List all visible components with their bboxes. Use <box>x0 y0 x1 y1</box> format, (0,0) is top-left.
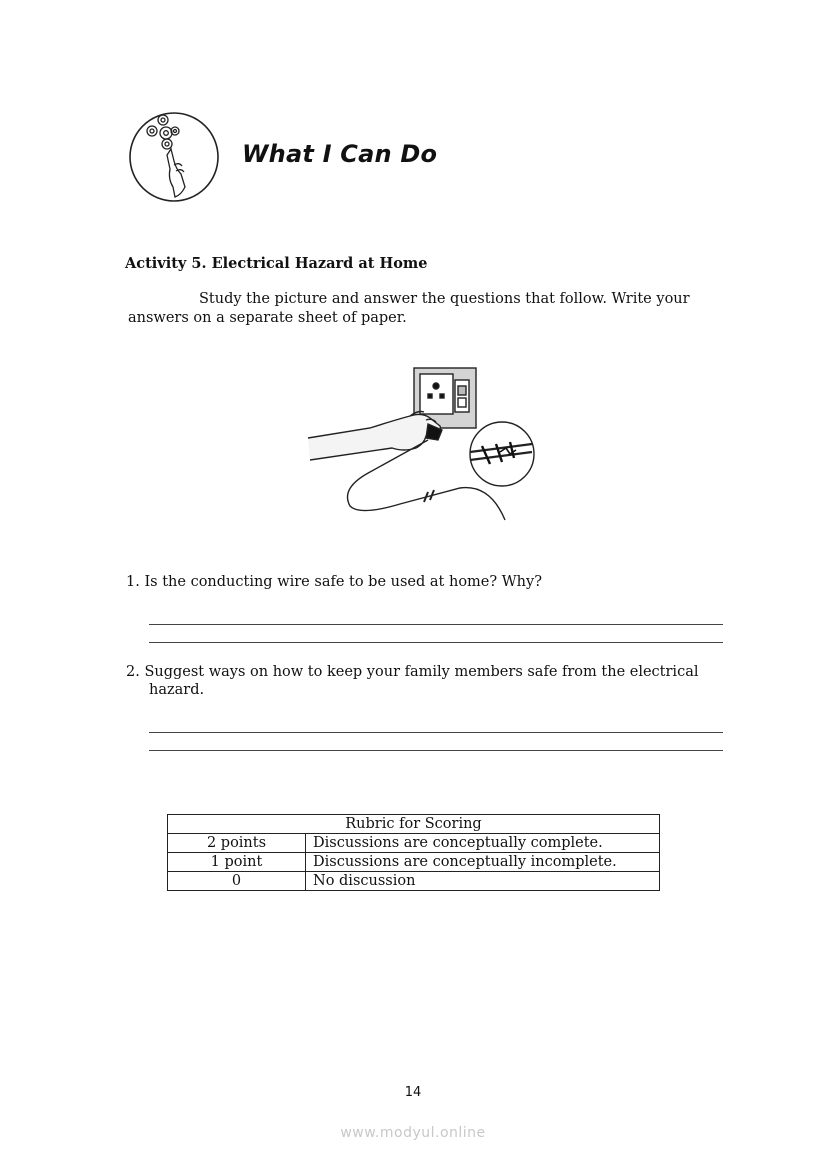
damaged-plug-outlet-illustration <box>300 360 542 525</box>
rubric-table <box>167 814 660 891</box>
rubric-points: 1 point <box>168 853 306 872</box>
activity-instructions: Study the picture and answer the questions that follow. Write your answers on a separate sheet of paper. <box>128 291 690 326</box>
answer-line <box>149 624 723 625</box>
rubric-description: No discussion <box>306 872 660 891</box>
rubric-description: Discussions are conceptually incomplete. <box>306 853 660 872</box>
answer-line <box>149 750 723 751</box>
table-row <box>168 834 660 853</box>
hand-with-gears-icon <box>127 111 221 203</box>
answer-line <box>149 732 723 733</box>
watermark: www.modyul.online <box>340 1125 486 1141</box>
rubric-description: Discussions are conceptually complete. <box>306 834 660 853</box>
answer-line <box>149 642 723 643</box>
section-title: What I Can Do <box>242 140 438 168</box>
rubric-points: 2 points <box>168 834 306 853</box>
table-row <box>168 853 660 872</box>
question-1: 1. Is the conducting wire safe to be used at home? Why? <box>126 574 542 590</box>
page-number: 14 <box>404 1085 422 1100</box>
rubric-points: 0 <box>168 872 306 891</box>
table-row <box>168 872 660 891</box>
activity-title: Activity 5. Electrical Hazard at Home <box>125 255 428 272</box>
rubric-title: Rubric for Scoring <box>168 815 660 834</box>
question-2: 2. Suggest ways on how to keep your family members safe from the electrical hazard. <box>126 664 699 698</box>
